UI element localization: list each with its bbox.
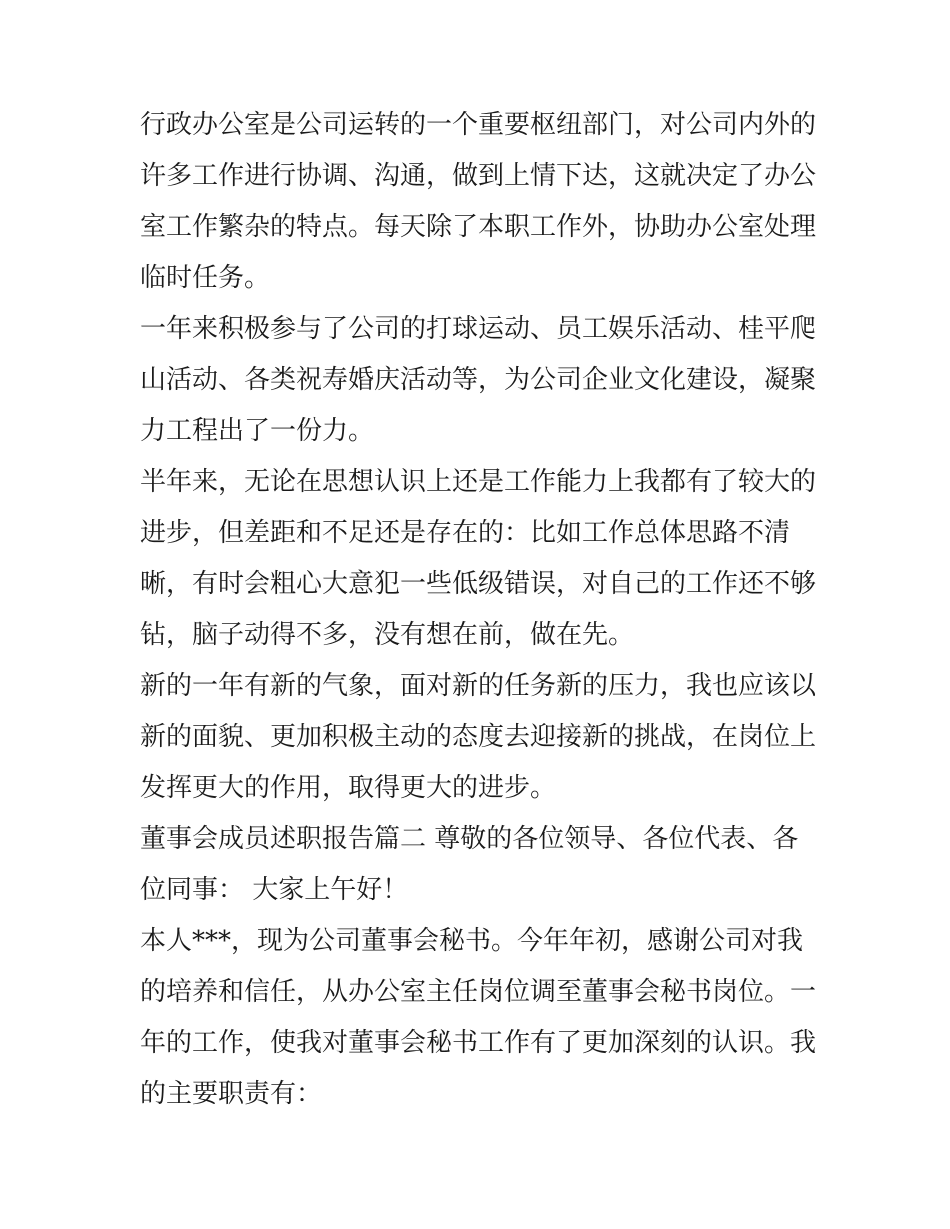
- paragraph-report-heading: 董事会成员述职报告篇二 尊敬的各位领导、各位代表、各位同事： 大家上午好！: [140, 824, 799, 905]
- paragraph-activities: 一年来积极参与了公司的打球运动、员工娱乐活动、桂平爬山活动、各类祝寿婚庆活动等，为公司企业文化建设，凝聚力工程出了一份力。: [140, 314, 817, 446]
- paragraph-admin-office: 行政办公室是公司运转的一个重要枢纽部门，对公司内外的许多工作进行协调、沟通，做到上情下达，这就决定了办公室工作繁杂的特点。每天除了本职工作外，协助办公室处理临时任务。: [140, 110, 817, 293]
- document-body: [140, 100, 820, 1120]
- paragraph-self-assessment: 半年来，无论在思想认识上还是工作能力上我都有了较大的进步，但差距和不足还是存在的：比如工作总体思路不清晰，有时会粗心大意犯一些低级错误，对自己的工作还不够钻，脑子动得不多，没有想在前，做在先。: [140, 467, 817, 650]
- paragraph-new-year: 新的一年有新的气象，面对新的任务新的压力，我也应该以新的面貌、更加积极主动的态度去迎接新的挑战，在岗位上发挥更大的作用，取得更大的进步。: [140, 671, 817, 803]
- paragraph-secretary-intro: 本人***，现为公司董事会秘书。今年年初，感谢公司对我的培养和信任，从办公室主任岗位调至董事会秘书岗位。一年的工作，使我对董事会秘书工作有了更加深刻的认识。我的主要职责有：: [140, 926, 817, 1109]
